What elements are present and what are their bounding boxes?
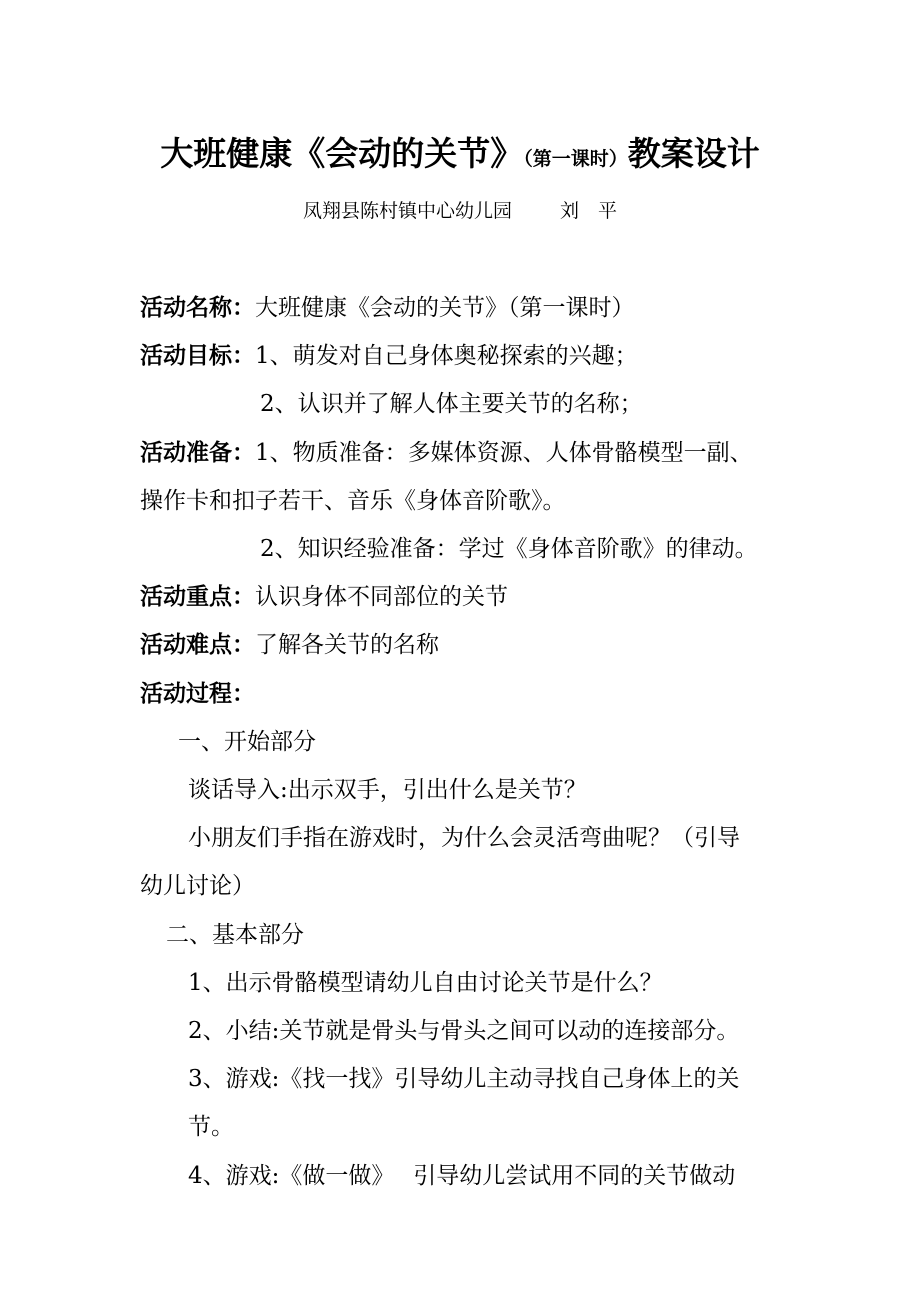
title-lesson: （第一课时） — [523, 148, 628, 170]
paragraph: 2、小结:关节就是骨头与骨头之间可以动的连接部分。 — [188, 1018, 740, 1045]
paragraph: 3、游戏:《找一找》引导幼儿主动寻找自己身体上的关 — [188, 1066, 740, 1093]
text: 1、物质准备：多媒体资源、人体骨骼模型一副、 — [255, 439, 753, 466]
document-byline — [0, 196, 920, 223]
activity-process — [140, 670, 790, 718]
section-2-heading: 二、基本部分 — [166, 921, 304, 948]
label: 活动名称： — [140, 295, 255, 321]
text: 大班健康《会动的关节》（第一课时） — [255, 295, 635, 321]
title-main: 大班健康《会动的关节》 — [160, 134, 524, 173]
label: 活动目标： — [140, 343, 255, 370]
paragraph-cont: 幼儿讨论） — [140, 873, 255, 900]
text: 认识身体不同部位的关节 — [255, 584, 508, 611]
activity-goals — [140, 332, 790, 380]
activity-focus — [140, 573, 790, 621]
paragraph-cont: 节。 — [188, 1114, 234, 1141]
label: 活动重点： — [140, 584, 255, 611]
paragraph: 4、游戏:《做一做》 引导幼儿尝试用不同的关节做动 — [188, 1162, 736, 1189]
document-title — [0, 128, 920, 175]
section-1-heading: 一、开始部分 — [178, 728, 316, 755]
text: 1、萌发对自己身体奥秘探索的兴趣； — [255, 343, 638, 370]
label: 活动过程： — [140, 680, 255, 707]
school-name: 凤翔县陈村镇中心幼儿园 — [302, 200, 512, 222]
paragraph: 1、出示骨骼模型请幼儿自由讨论关节是什么？ — [188, 969, 663, 996]
label: 活动难点： — [140, 632, 255, 659]
activity-difficulty — [140, 621, 790, 669]
paragraph: 谈话导入:出示双手，引出什么是关节？ — [188, 777, 587, 804]
goal-2: 2、认识并了解人体主要关节的名称； — [260, 391, 643, 418]
document-body — [140, 284, 790, 1200]
preparation-2: 2、知识经验准备：学过《身体音阶歌》的律动。 — [260, 536, 758, 563]
activity-name — [140, 284, 790, 332]
title-suffix: 教案设计 — [627, 134, 760, 173]
text: 了解各关节的名称 — [255, 632, 439, 659]
label: 活动准备： — [140, 439, 255, 466]
paragraph: 小朋友们手指在游戏时，为什么会灵活弯曲呢？（引导 — [188, 825, 740, 852]
author-name: 刘 平 — [560, 200, 618, 222]
preparation-cont: 操作卡和扣子若干、音乐《身体音阶歌》。 — [140, 487, 566, 514]
activity-preparation — [140, 429, 790, 477]
